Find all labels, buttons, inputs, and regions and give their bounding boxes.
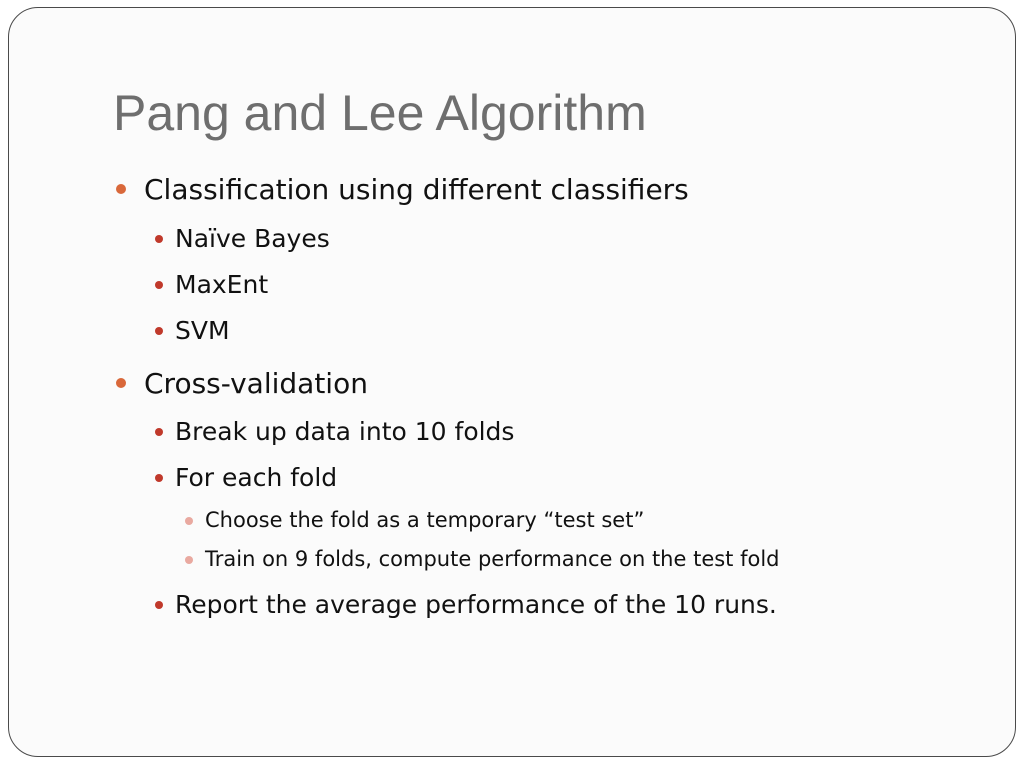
bullet-naive-bayes: Naïve Bayes <box>175 224 330 253</box>
bullet-cross-validation: Cross-validation <box>144 367 368 400</box>
bullet-classification: Classification using different classifiers <box>144 173 689 206</box>
bullet-train-on-folds: Train on 9 folds, compute performance on the test fold <box>205 547 780 571</box>
bullet-dot <box>116 378 126 388</box>
bullet-svm: SVM <box>175 316 230 345</box>
bullet-for-each-fold: For each fold <box>175 463 338 492</box>
bullet-dot <box>116 184 126 194</box>
bullet-break-up-data: Break up data into 10 folds <box>175 417 515 446</box>
bullet-dot <box>155 601 163 609</box>
bullet-dot <box>155 235 163 243</box>
bullet-dot <box>155 474 163 482</box>
bullet-dot <box>155 428 163 436</box>
bullet-dot <box>185 556 193 564</box>
bullet-dot <box>185 517 193 525</box>
bullet-dot <box>155 281 163 289</box>
bullet-maxent: MaxEnt <box>175 270 269 299</box>
bullet-dot <box>155 327 163 335</box>
slide-title: Pang and Lee Algorithm <box>113 85 647 141</box>
bullet-choose-fold: Choose the fold as a temporary “test set” <box>205 508 645 532</box>
bullet-report-average: Report the average performance of the 10 runs. <box>175 590 777 619</box>
